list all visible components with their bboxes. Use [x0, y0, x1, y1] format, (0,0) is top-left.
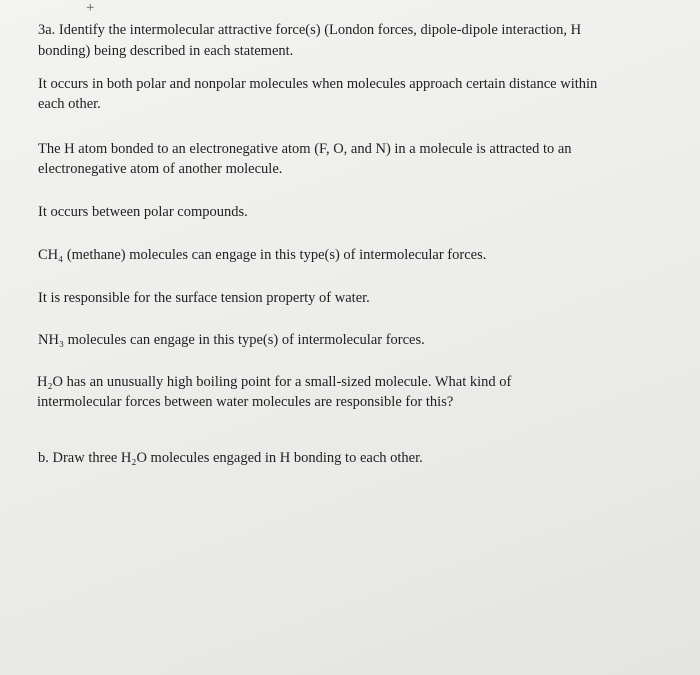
statement-7-line-1: H₂O has an unusually high boiling point for a small-sized molecule. What kind of [37, 374, 512, 390]
question-a-line-1: 3a. Identify the intermolecular attractive force(s) (London forces, dipole-dipole interaction, H [38, 22, 582, 38]
question-a-line-2: bonding) being described in each statement. [38, 43, 294, 59]
question-b: b. Draw three H₂O molecules engaged in H bonding to each other. [38, 450, 423, 466]
statement-3: It occurs between polar compounds. [38, 204, 248, 220]
statement-6: NH₃ molecules can engage in this type(s) of intermolecular forces. [38, 332, 425, 348]
statement-7-line-2: intermolecular forces between water molecules are responsible for this? [37, 394, 454, 410]
pen-mark: + [86, 0, 95, 16]
statement-4: CH₄ (methane) molecules can engage in this type(s) of intermolecular forces. [38, 247, 487, 263]
statement-2-line-2: electronegative atom of another molecule. [38, 161, 283, 177]
statement-1-line-1: It occurs in both polar and nonpolar molecules when molecules approach certain distance within [38, 76, 598, 92]
statement-5: It is responsible for the surface tension property of water. [38, 290, 370, 306]
statement-1-line-2: each other. [38, 96, 101, 112]
statement-2-line-1: The H atom bonded to an electronegative atom (F, O, and N) in a molecule is attracted to an [38, 141, 572, 157]
